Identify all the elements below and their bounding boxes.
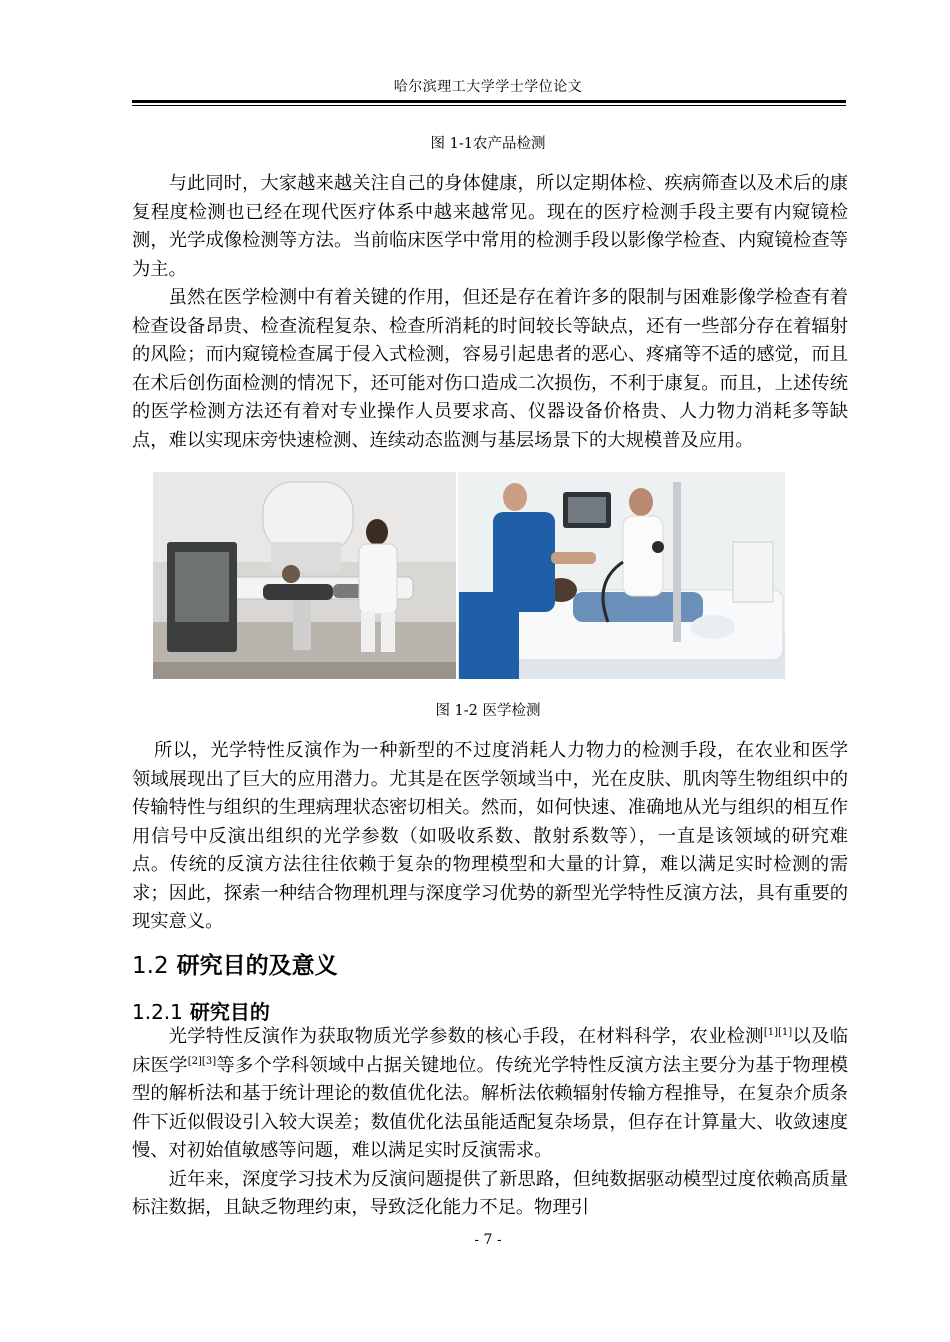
paragraph: 所以，光学特性反演作为一种新型的不过度消耗人力物力的检测手段，在农业和医学领域展现出了巨大的应用潜力。尤其是在医学领域当中，光在皮肤、肌肉等生物组织中的传输特性与组织的生理病理状态密切相关。然而，如何快速、准确地从光与组织的相互作用信号中反演出组织的光学参数（如吸收系数、散射系数等），一直是该领域的研究难点。传统的反演方法往往依赖于复杂的物理模型和大量的计算，难以满足实时检测的需求；因此，探索一种结合物理机理与深度学习优势的新型光学特性反演方法，具有重要的现实意义。 [132, 740, 848, 932]
section-heading-1-2 [132, 947, 338, 980]
after-figure-text-block [132, 737, 848, 937]
text-run: 光学特性反演作为获取物质光学参数的核心手段，在材料科学，农业检测 [168, 1026, 764, 1047]
section-title: 研究目的及意义 [176, 953, 338, 979]
figure-1-1-caption: 图 1-1农产品检测 [430, 136, 546, 152]
section-number: 1.2 [132, 953, 169, 979]
paragraph: 近年来，深度学习技术为反演问题提供了新思路，但纯数据驱动模型过度依赖高质量标注数据，且缺乏物理约束，导致泛化能力不足。物理引 [132, 1168, 848, 1218]
paragraph: 与此同时，大家越来越关注自己的身体健康，所以定期体检、疾病筛查以及术后的康复程度检测也已经在现代医疗体系中越来越常见。现在的医疗检测手段主要有内窥镜检测，光学成像检测等方法。当前临床医学中常用的检测手段以影像学检查、内窥镜检查等为主。 [132, 173, 848, 280]
header-rule-thin [132, 105, 846, 106]
paragraph: 虽然在医学检测中有着关键的作用，但还是存在着许多的限制与困难影像学检查有着检查设备昂贵、检查流程复杂、检查所消耗的时间较长等缺点，还有一些部分存在着辐射的风险；而内窥镜检查属于侵入式检测，容易引起患者的恶心、疼痛等不适的感觉，而且在术后创伤面检测的情况下，还可能对伤口造成二次损伤，不利于康复。而且，上述传统的医学检测方法还有着对专业操作人员要求高、仪器设备价格贵、人力物力消耗多等缺点，难以实现床旁快速检测、连续动态监测与基层场景下的大规模普及应用。 [132, 287, 848, 451]
figure-1-2-caption: 图 1-2 医学检测 [435, 703, 541, 719]
text-run: 等多个学科领域中占据关键地位。传统光学特性反演方法主要分为基于物理模型的解析法和基于统计理论的数值优化法。解析法依赖辐射传输方程推导，在复杂介质条件下近似假设引入较大误差；数值优化法虽能适配复杂场景，但存在计算量大、收敛速度慢、对初始值敏感等问题，难以满足实时反演需求。 [132, 1054, 849, 1161]
section-heading-1-2-1 [132, 996, 270, 1025]
running-header: 哈尔滨理工大学学士学位论文 [393, 79, 583, 95]
subsection-number: 1.2.1 [132, 1000, 183, 1024]
citation[interactable]: [1][1] [763, 1027, 793, 1038]
purpose-text-block [132, 1023, 848, 1223]
medical-detection-photo [153, 472, 785, 679]
intro-text-block [132, 170, 848, 455]
text-run: 以及临床医学 [132, 1026, 849, 1076]
citation[interactable]: [2][3] [187, 1055, 217, 1067]
medical-photo-illustration [153, 472, 785, 679]
paragraph [132, 1023, 848, 1166]
header-rule-thick [132, 100, 846, 103]
page-number: - 7 - [474, 1232, 502, 1248]
subsection-title: 研究目的 [189, 1000, 270, 1024]
